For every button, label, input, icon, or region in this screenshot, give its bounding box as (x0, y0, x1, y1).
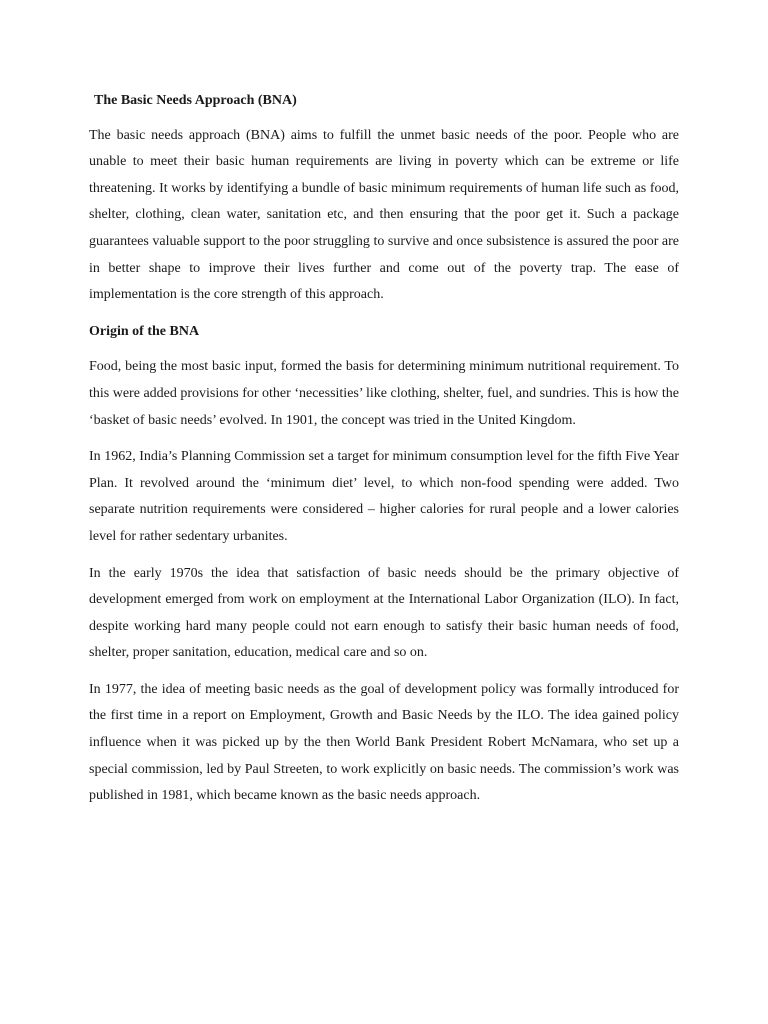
document-title: The Basic Needs Approach (BNA) (94, 93, 297, 108)
intro-paragraph: The basic needs approach (BNA) aims to fulfill the unmet basic needs of the poor. People who are unable to meet their basic human requirements are living in poverty which can be extreme or life threatening. It works by identifying a bundle of basic minimum requirements of human life such as food, shelter, clothing, clean water, sanitation etc, and then ensuring that the poor get it. Such a package guarantees valuable support to the poor struggling to survive and once subsistence is assured the poor are in better shape to improve their lives further and come out of the poverty trap. The ease of implementation is the core strength of this approach. (89, 127, 679, 303)
paragraph-1977: In 1977, the idea of meeting basic needs as the goal of development policy was formally introduced for the first time in a report on Employment, Growth and Basic Needs by the ILO. The idea gained policy influence when it was picked up by the then World Bank President Robert McNamara, who set up a special commission, led by Paul Streeten, to work explicitly on basic needs. The commission’s work was published in 1981, which became known as the basic needs approach. (89, 681, 679, 804)
paragraph-1962: In 1962, India’s Planning Commission set a target for minimum consumption level for the fifth Five Year Plan. It revolved around the ‘minimum diet’ level, to which non-food spending were added. Two separate nutrition requirements were considered – higher calories for rural people and a lower calories level for rather sedentary urbanites. (89, 449, 679, 544)
paragraph-food: Food, being the most basic input, formed the basis for determining minimum nutritional requirement. To this were added provisions for other ‘necessities’ like clothing, shelter, fuel, and sundries. This is how the ‘basket of basic needs’ evolved. In 1901, the concept was tried in the United Kingdom. (89, 359, 679, 428)
document-page (89, 88, 679, 820)
origin-heading: Origin of the BNA (89, 323, 200, 339)
paragraph-1970s: In the early 1970s the idea that satisfaction of basic needs should be the primary objective of development emerged from work on employment at the International Labor Organization (ILO). In fact, despite working hard many people could not earn enough to satisfy their basic human needs of food, shelter, proper sanitation, education, medical care and so on. (89, 565, 679, 661)
